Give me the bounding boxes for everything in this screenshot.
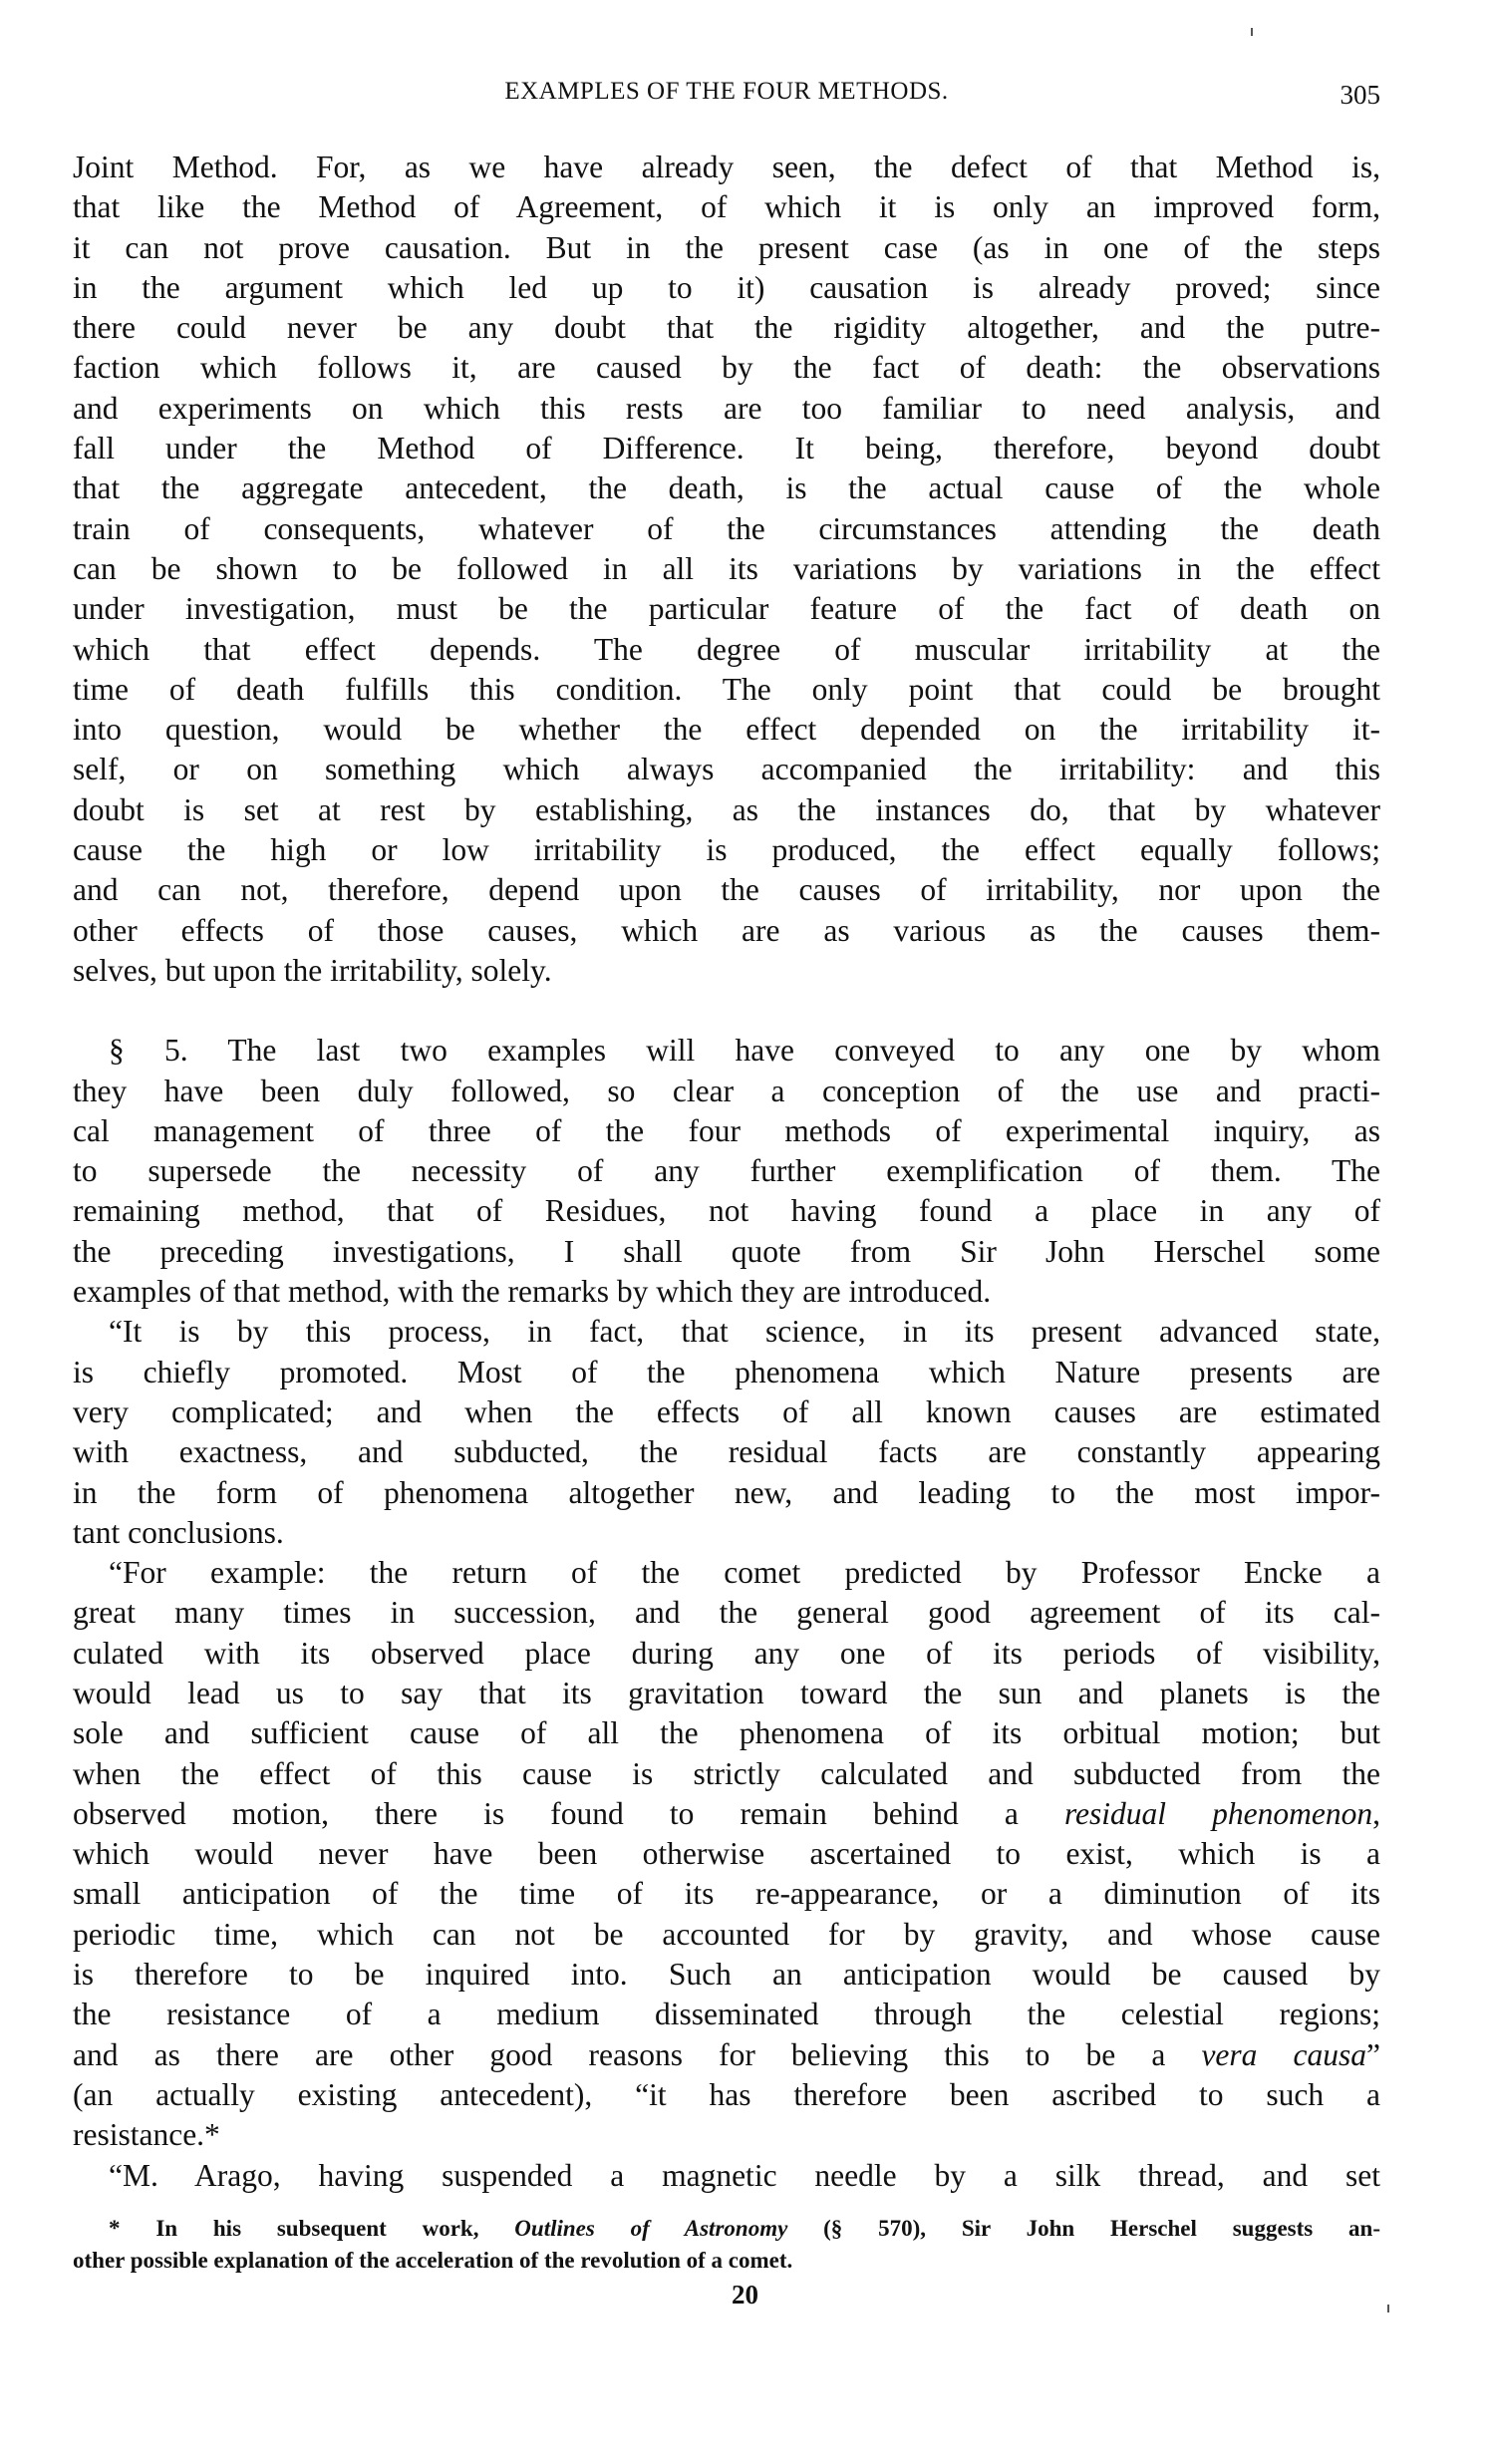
text-line: with exactness, and subducted, the residual facts are constantly appearing bbox=[73, 1434, 1380, 1470]
text-line: observed motion, there is found to remain behind a residual phenomenon, bbox=[73, 1795, 1380, 1831]
text-line: “It is by this process, in fact, that science, in its present advanced state, bbox=[109, 1314, 1380, 1350]
text-line: when the effect of this cause is strictly calculated and subducted from the bbox=[73, 1755, 1380, 1791]
text-line: and experiments on which this rests are too familiar to need analysis, and bbox=[73, 390, 1380, 426]
scan-speck bbox=[1387, 2305, 1389, 2312]
text-line: there could never be any doubt that the rigidity altogether, and the putre- bbox=[73, 310, 1380, 346]
running-head: EXAMPLES OF THE FOUR METHODS. bbox=[504, 78, 949, 105]
text-line: which would never have been otherwise ascertained to exist, which is a bbox=[73, 1836, 1380, 1872]
text-line: the resistance of a medium disseminated through the celestial regions; bbox=[73, 1997, 1380, 2032]
text-line: can be shown to be followed in all its variations by variations in the effect bbox=[73, 550, 1380, 586]
footnote-line: other possible explanation of the acceleration of the revolution of a comet. bbox=[73, 2248, 793, 2273]
page-header bbox=[73, 72, 1380, 112]
footnote-line: * In his subsequent work, Outlines of Astronomy (§ 570), Sir John Herschel suggests an- bbox=[109, 2216, 1380, 2241]
paragraph-quote-arago bbox=[73, 2156, 1380, 2196]
text-line: it can not prove causation. But in the present case (as in one of the steps bbox=[73, 229, 1380, 265]
italic-vera-causa: vera causa bbox=[1201, 2036, 1367, 2072]
text-line: that like the Method of Agreement, of which it is only an improved form, bbox=[73, 189, 1380, 225]
text-line: tant conclusions. bbox=[73, 1514, 284, 1550]
paragraph-quote-process bbox=[73, 1312, 1380, 1553]
text-line: into question, would be whether the effect depended on the irritability it- bbox=[73, 712, 1380, 748]
text-line: small anticipation of the time of its re-appearance, or a diminution of its bbox=[73, 1876, 1380, 1912]
text-line: selves, but upon the irritability, solely. bbox=[73, 952, 552, 988]
text-line: “M. Arago, having suspended a magnetic needle by a silk thread, and set bbox=[109, 2157, 1380, 2193]
text-line: great many times in succession, and the general good agreement of its cal- bbox=[73, 1595, 1380, 1631]
text-line: and as there are other good reasons for believing this to be a vera causa” bbox=[73, 2036, 1380, 2072]
text-line: in the argument which led up to it) causation is already proved; since bbox=[73, 269, 1380, 305]
text-line: fall under the Method of Difference. It being, therefore, beyond doubt bbox=[73, 431, 1380, 466]
text-line: cal management of three of the four methods of experimental inquiry, as bbox=[73, 1112, 1380, 1148]
text-line: § 5. The last two examples will have conveyed to any one by whom bbox=[109, 1033, 1380, 1069]
text-line: which that effect depends. The degree of muscular irritability at the bbox=[73, 631, 1380, 667]
scan-speck bbox=[1251, 28, 1253, 36]
text-line: under investigation, must be the particular feature of the fact of death on bbox=[73, 591, 1380, 627]
text-line: that the aggregate antecedent, the death, is the actual cause of the whole bbox=[73, 470, 1380, 506]
text-line: resistance.* bbox=[73, 2117, 220, 2153]
text-line: other effects of those causes, which are as various as the causes them- bbox=[73, 912, 1380, 948]
text-line: cause the high or low irritability is produced, the effect equally follows; bbox=[73, 832, 1380, 868]
text-line: very complicated; and when the effects of all known causes are estimated bbox=[73, 1393, 1380, 1429]
text-line: sole and sufficient cause of all the phenomena of its orbitual motion; but bbox=[73, 1715, 1380, 1751]
paragraph-quote-comet bbox=[73, 1553, 1380, 2155]
text-line: in the form of phenomena altogether new, and leading to the most impor- bbox=[73, 1474, 1380, 1510]
text-line: Joint Method. For, as we have already seen, the defect of that Method is, bbox=[73, 150, 1380, 184]
paragraph-section-5 bbox=[73, 1031, 1380, 1312]
text-line: they have been duly followed, so clear a conception of the use and practi- bbox=[73, 1073, 1380, 1108]
text-line: (an actually existing antecedent), “it has therefore been ascribed to such a bbox=[73, 2076, 1380, 2112]
text-line: is therefore to be inquired into. Such an anticipation would be caused by bbox=[73, 1957, 1380, 1993]
text-line: “For example: the return of the comet predicted by Professor Encke a bbox=[109, 1555, 1380, 1591]
text-line: the preceding investigations, I shall quote from Sir John Herschel some bbox=[73, 1233, 1380, 1269]
text-line: is chiefly promoted. Most of the phenomena which Nature presents are bbox=[73, 1354, 1380, 1389]
italic-book-title: Outlines of Astronomy bbox=[514, 2216, 788, 2241]
text-line: examples of that method, with the remarks by which they are introduced. bbox=[73, 1274, 992, 1310]
text-line: faction which follows it, are caused by the fact of death: the observations bbox=[73, 350, 1380, 386]
text-line: and can not, therefore, depend upon the causes of irritability, nor upon the bbox=[73, 872, 1380, 908]
footnote bbox=[73, 2213, 1380, 2277]
text-line: periodic time, which can not be accounted for by gravity, and whose cause bbox=[73, 1916, 1380, 1952]
page-number: 305 bbox=[1340, 80, 1380, 110]
body-text bbox=[73, 148, 1380, 2196]
text-line: time of death fulfills this condition. The only point that could be brought bbox=[73, 671, 1380, 707]
paragraph-joint-method bbox=[73, 148, 1380, 991]
text-line: culated with its observed place during any one of its periods of visibility, bbox=[73, 1635, 1380, 1671]
italic-residual-phenomenon: residual phenomenon bbox=[1063, 1795, 1373, 1831]
text-line: would lead us to say that its gravitation toward the sun and planets is the bbox=[73, 1675, 1380, 1710]
text-line: remaining method, that of Residues, not having found a place in any of bbox=[73, 1193, 1380, 1229]
text-line: to supersede the necessity of any further exemplification of them. The bbox=[73, 1153, 1380, 1189]
signature-mark: 20 bbox=[732, 2280, 758, 2310]
text-line: train of consequents, whatever of the circumstances attending the death bbox=[73, 510, 1380, 546]
text-line: self, or on something which always accompanied the irritability: and this bbox=[73, 752, 1380, 787]
text-line: doubt is set at rest by establishing, as the instances do, that by whatever bbox=[73, 791, 1380, 827]
